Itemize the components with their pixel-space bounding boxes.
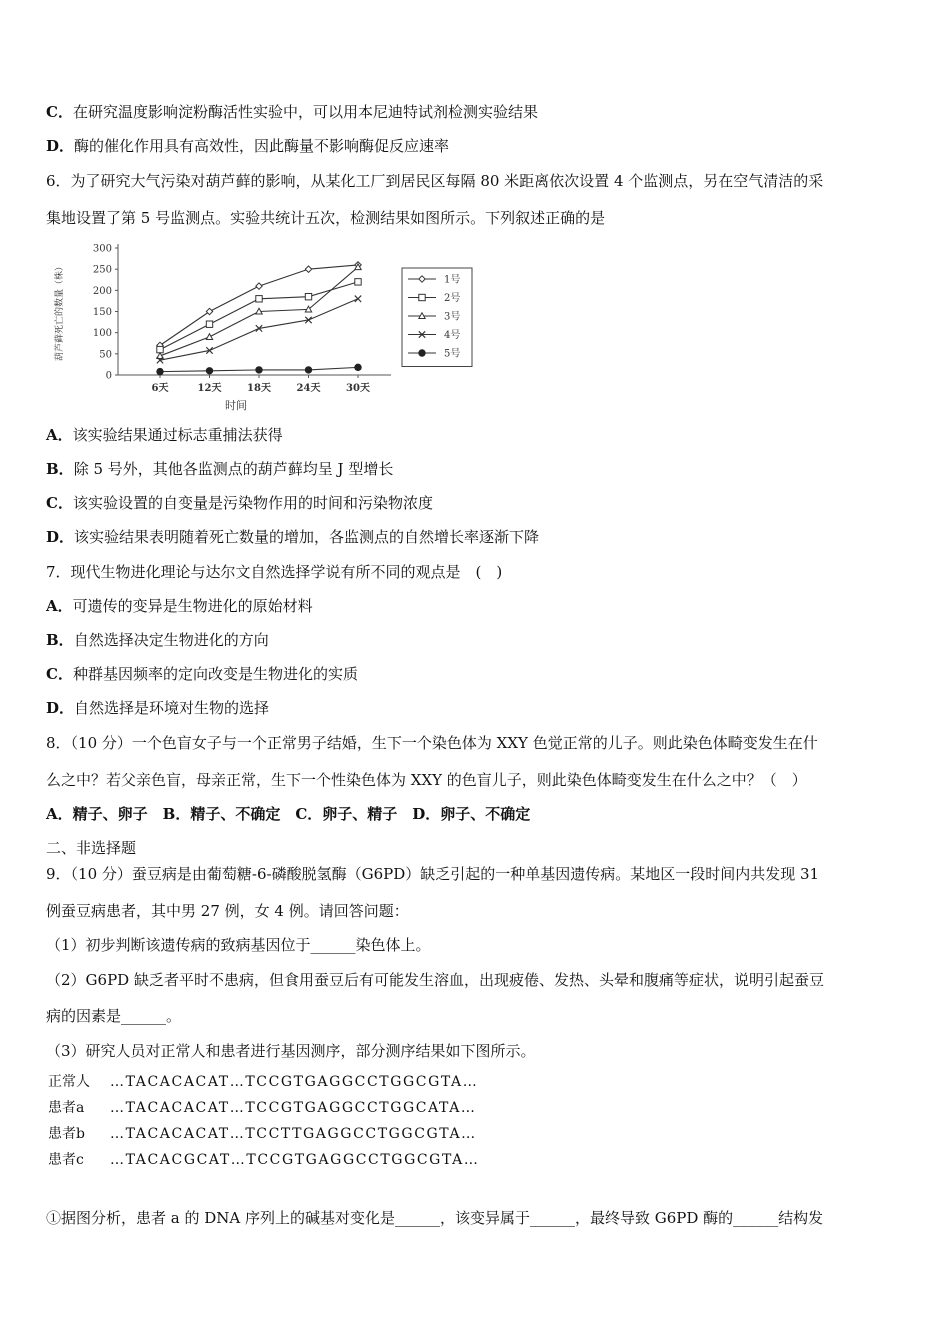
section-title: 二、非选择题 (46, 839, 137, 857)
sequence-row (48, 1124, 477, 1144)
legend-label: 2号 (444, 293, 461, 304)
legend-box (402, 268, 472, 367)
option-text: 除 5 号外，其他各监测点的葫芦藓均呈 J 型增长 (73, 460, 394, 478)
q5-option-d (46, 136, 449, 156)
y-tick-label: 200 (92, 285, 112, 297)
q7-stem: 7．现代生物进化理论与达尔文自然选择学说有所不同的观点是 ( ) (46, 563, 503, 581)
option-text: 可遗传的变异是生物进化的原始材料 (72, 597, 313, 615)
q9-sub1: （1）初步判断该遗传病的致病基因位于______染色体上。 (46, 936, 431, 954)
option-label: A． (46, 597, 73, 615)
q6-stem-line1: 6．为了研究大气污染对葫芦藓的影响，从某化工厂到居民区每隔 80 米距离依次设置 4 个监测点，另在空气清洁的采 (46, 172, 824, 190)
option-text: 自然选择决定生物进化的方向 (73, 631, 269, 649)
sequence-name: 患者c (48, 1152, 84, 1168)
x-tick-label: 18天 (247, 383, 271, 394)
sequence-name: 患者b (48, 1126, 85, 1142)
sequence-value: …TACACACAT…TCCGTGAGGCCTGGCGTA… (110, 1074, 479, 1090)
q9-sub2-line2: 病的因素是______。 (46, 1007, 182, 1025)
option-text: 该实验结果表明随着死亡数量的增加，各监测点的自然增长率逐渐下降 (74, 528, 540, 546)
option-text: 在研究温度影响淀粉酶活性实验中，可以用本尼迪特试剂检测实验结果 (72, 103, 538, 121)
line-chart (46, 236, 486, 416)
option-label: D． (46, 528, 75, 546)
x-tick-label: 6天 (151, 383, 169, 394)
q9-sub3-question1: ①据图分析，患者 a 的 DNA 序列上的碱基对变化是______，该变异属于______，最终导致 G6PD 酶的______结构发 (46, 1209, 824, 1227)
y-tick-label: 150 (92, 307, 112, 318)
q9-stem-line2: 例蚕豆病患者，其中男 27 例，女 4 例。请回答问题： (46, 902, 409, 920)
data-point (305, 367, 311, 373)
y-tick-label: 250 (92, 264, 112, 276)
q7-option-b (46, 630, 269, 650)
data-point (355, 364, 361, 370)
legend-label: 5号 (444, 348, 461, 360)
q7-option-a (46, 596, 313, 616)
data-point (157, 368, 163, 374)
legend-label: 1号 (444, 274, 461, 286)
q5-option-c (46, 102, 538, 122)
q8-stem-line1: 8．（10 分）一个色盲女子与一个正常男子结婚，生下一个染色体为 XXY 色觉正常的儿子。则此染色体畸变发生在什 (46, 734, 818, 752)
data-point (256, 296, 262, 302)
y-tick-label: 0 (105, 370, 112, 382)
y-axis-label: 葫芦藓死亡的数量（株） (55, 261, 65, 362)
q8-options: A．精子、卵子 B．精子、不确定 C．卵子、精子 D．卵子、不确定 (46, 805, 531, 823)
sequence-row (48, 1098, 477, 1118)
q6-stem-line2: 集地设置了第 5 号监测点。实验共统计五次，检测结果如图所示。下列叙述正确的是 (46, 209, 606, 227)
x-axis-label: 时间 (225, 399, 247, 412)
sequence-value: …TACACACAT…TCCTTGAGGCCTGGCGTA… (110, 1126, 477, 1142)
q9-stem-line1: 9．（10 分）蚕豆病是由葡萄糖-6-磷酸脱氢酶（G6PD）缺乏引起的一种单基因遗传病。某地区一段时间内共发现 31 (46, 865, 820, 883)
option-label: C． (46, 494, 73, 512)
legend-marker (419, 350, 425, 356)
y-tick-label: 100 (92, 328, 112, 340)
x-tick-label: 24天 (296, 383, 321, 394)
series-line-1 (160, 265, 358, 345)
sequence-name: 正常人 (48, 1074, 90, 1090)
option-label: C． (46, 665, 73, 683)
q7-option-d (46, 698, 269, 718)
option-label: B． (46, 631, 74, 649)
y-tick-label: 300 (92, 243, 112, 255)
q7-option-c (46, 664, 358, 684)
q6-option-c (46, 493, 433, 513)
data-point (256, 367, 262, 373)
option-text: 该实验设置的自变量是污染物作用的时间和污染物浓度 (72, 494, 433, 512)
option-text: 自然选择是环境对生物的选择 (74, 699, 270, 717)
option-text: 酶的催化作用具有高效性，因此酶量不影响酶促反应速率 (74, 137, 450, 155)
sequence-value: …TACACACAT…TCCGTGAGGCCTGGCATA… (110, 1100, 477, 1116)
data-point (305, 293, 311, 299)
data-point (355, 296, 361, 302)
data-point (206, 308, 212, 314)
sequence-value: …TACACGCAT…TCCGTGAGGCCTGGCGTA… (110, 1152, 480, 1168)
option-text: 种群基因频率的定向改变是生物进化的实质 (72, 665, 358, 683)
q6-option-d (46, 527, 539, 547)
x-tick-label: 12天 (197, 383, 222, 394)
y-tick-label: 50 (99, 349, 112, 361)
q9-sub2-line1: （2）G6PD 缺乏者平时不患病，但食用蚕豆后有可能发生溶血，出现疲倦、发热、头晕和腹痛等症状，说明引起蚕豆 (46, 971, 824, 989)
data-point (206, 368, 212, 374)
data-point (256, 283, 262, 289)
option-label: C． (46, 103, 73, 121)
x-tick-label: 30天 (346, 383, 370, 394)
option-label: D． (46, 137, 75, 155)
data-point (206, 321, 212, 327)
legend-label: 3号 (444, 311, 461, 323)
q6-option-b (46, 459, 393, 479)
option-label: A． (46, 426, 73, 444)
option-label: B． (46, 460, 74, 478)
sequence-name: 患者a (48, 1100, 85, 1116)
legend-label: 4号 (444, 330, 461, 341)
q9-sub3: （3）研究人员对正常人和患者进行基因测序，部分测序结果如下图所示。 (46, 1042, 536, 1060)
data-point (305, 266, 311, 272)
q8-stem-line2: 么之中？若父亲色盲，母亲正常，生下一个性染色体为 XXY 的色盲儿子，则此染色体畸变发生在什么之中？（ ） (46, 771, 807, 789)
sequence-row (48, 1150, 479, 1170)
q6-option-a (46, 425, 283, 445)
legend-marker (419, 294, 425, 300)
data-point (206, 334, 212, 340)
option-text: 该实验结果通过标志重捕法获得 (72, 426, 283, 444)
option-label: D． (46, 699, 75, 717)
sequence-row (48, 1072, 478, 1092)
data-point (355, 279, 361, 285)
